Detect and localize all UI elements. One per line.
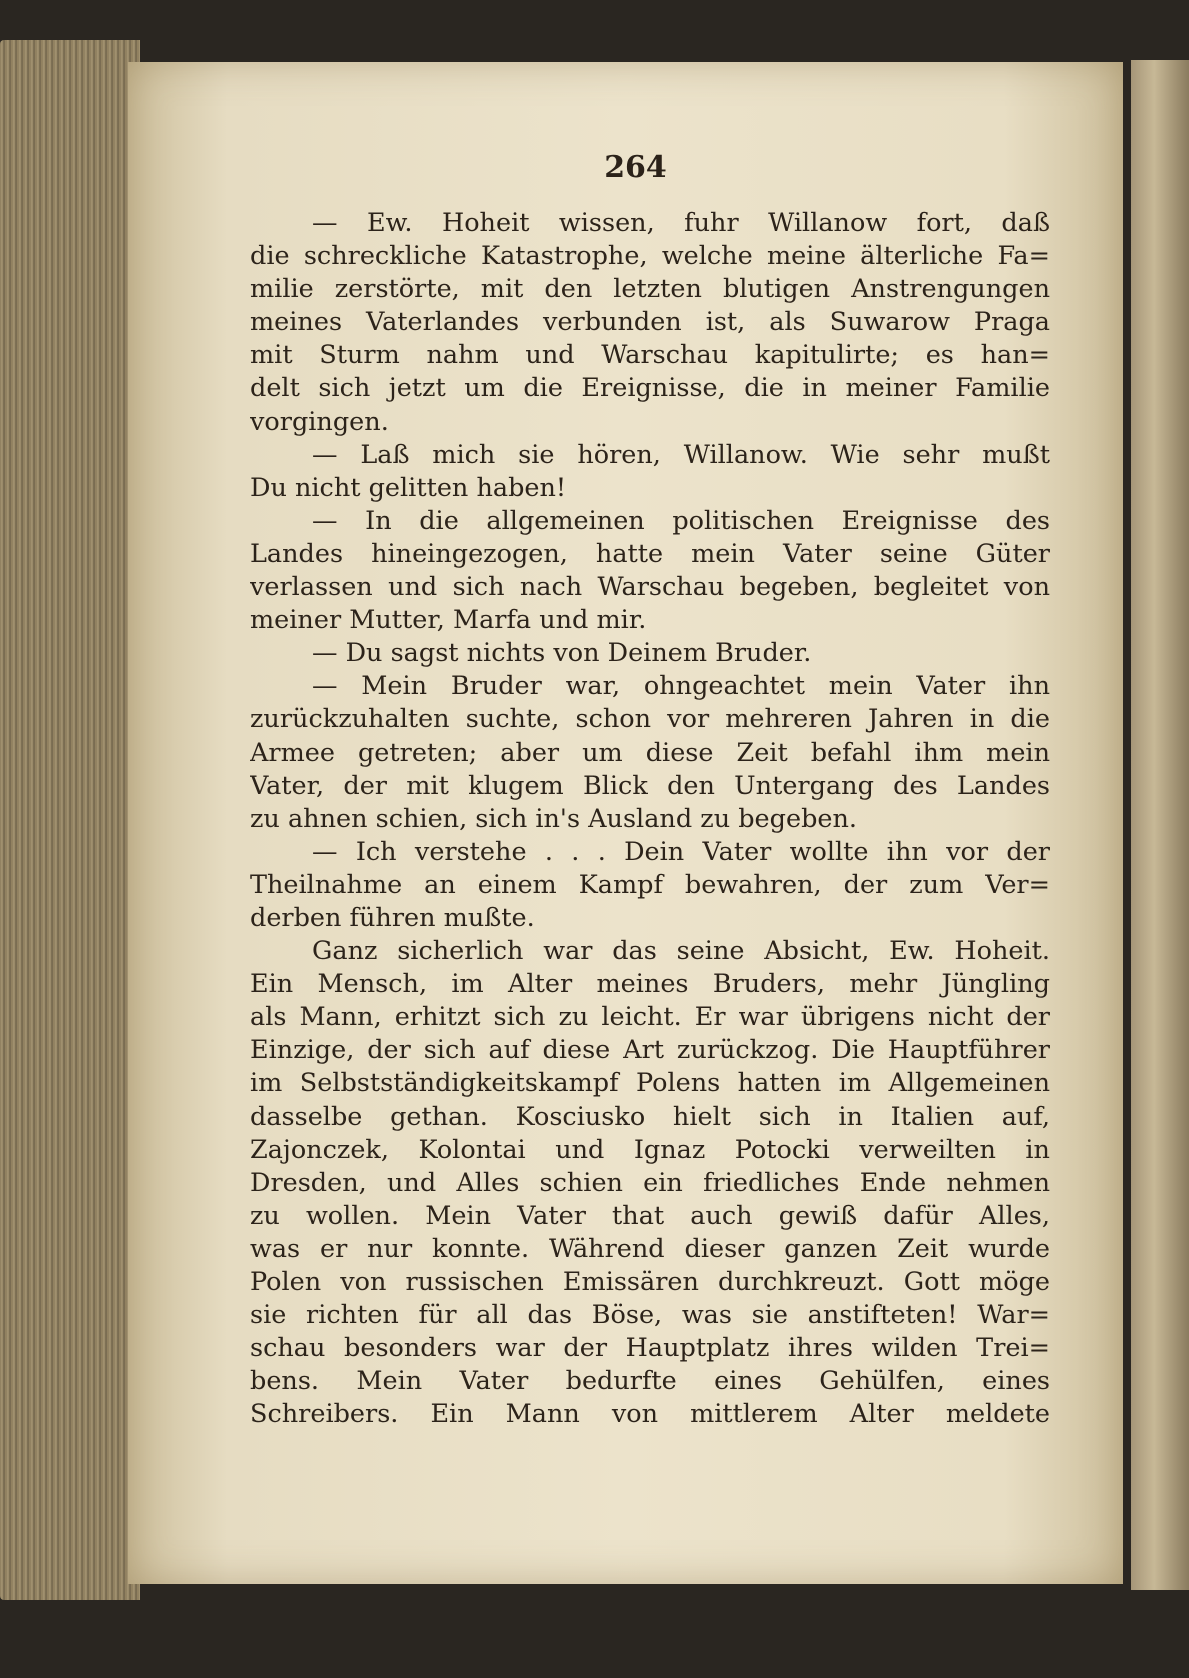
book-page: [128, 62, 1123, 1584]
text-line: meines Vaterlandes verbunden ist, als Suwarow Praga: [250, 307, 1050, 338]
text-line: — Ew. Hoheit wissen, fuhr Willanow fort, daß: [312, 208, 1050, 238]
text-line: zurückzuhalten suchte, schon vor mehreren Jahren in die: [250, 704, 1050, 735]
text-line: als Mann, erhitzt sich zu leicht. Er war übrigens nicht der: [250, 1002, 1050, 1033]
text-line: Dresden, und Alles schien ein friedliches Ende nehmen: [250, 1167, 1050, 1198]
page-edges: [0, 40, 140, 1600]
text-line: vorgingen.: [250, 406, 389, 437]
text-line: bens. Mein Vater bedurfte eines Gehülfen, eines: [250, 1366, 1050, 1397]
text-line: Ganz sicherlich war das seine Absicht, Ew. Hoheit.: [312, 936, 1050, 967]
text-line: Armee getreten; aber um diese Zeit befahl ihm mein: [250, 737, 1050, 768]
book-cover-edge: [1131, 60, 1189, 1590]
text-line: Du nicht gelitten haben!: [250, 472, 567, 503]
text-line: Vater, der mit klugem Blick den Untergang des Landes: [250, 770, 1050, 801]
text-line: verlassen und sich nach Warschau begeben, begleitet von: [250, 572, 1050, 603]
body-text: [250, 207, 1050, 1431]
text-line: zu ahnen schien, sich in's Ausland zu begeben.: [250, 803, 858, 834]
text-line: Einzige, der sich auf diese Art zurückzog. Die Hauptführer: [250, 1035, 1050, 1066]
text-line: sie richten für all das Böse, was sie anstifteten! War=: [250, 1300, 1050, 1331]
text-line: die schreckliche Katastrophe, welche meine älterliche Fa=: [250, 241, 1050, 272]
text-line: — Laß mich sie hören, Willanow. Wie sehr mußt: [312, 439, 1050, 470]
text-line: Ein Mensch, im Alter meines Bruders, mehr Jüngling: [250, 969, 1050, 1000]
text-line: meiner Mutter, Marfa und mir.: [250, 605, 647, 636]
text-line: delt sich jetzt um die Ereignisse, die in meiner Familie: [250, 373, 1050, 404]
page-number: 264: [604, 150, 667, 185]
text-line: was er nur konnte. Während dieser ganzen Zeit wurde: [250, 1233, 1050, 1264]
text-line: zu wollen. Mein Vater that auch gewiß dafür Alles,: [250, 1200, 1050, 1231]
text-line: Zajonczek, Kolontai und Ignaz Potocki verweilten in: [250, 1134, 1050, 1165]
text-line: mit Sturm nahm und Warschau kapitulirte; es han=: [250, 340, 1050, 371]
text-line: derben führen mußte.: [250, 902, 535, 933]
text-line: — In die allgemeinen politischen Ereignisse des: [312, 505, 1050, 536]
text-line: schau besonders war der Hauptplatz ihres wilden Trei=: [250, 1333, 1050, 1364]
text-line: — Ich verstehe . . . Dein Vater wollte ihn vor der: [312, 836, 1050, 867]
text-line: dasselbe gethan. Kosciusko hielt sich in Italien auf,: [250, 1101, 1050, 1132]
text-line: Schreibers. Ein Mann von mittlerem Alter meldete: [250, 1399, 1050, 1430]
text-line: — Mein Bruder war, ohngeachtet mein Vater ihn: [312, 671, 1050, 702]
text-line: milie zerstörte, mit den letzten blutigen Anstrengungen: [250, 274, 1050, 305]
text-line: Polen von russischen Emissären durchkreuzt. Gott möge: [250, 1267, 1050, 1297]
text-line: im Selbstständigkeitskampf Polens hatten im Allgemeinen: [250, 1068, 1050, 1099]
text-line: Theilnahme an einem Kampf bewahren, der zum Ver=: [250, 869, 1050, 900]
text-line: Landes hineingezogen, hatte mein Vater seine Güter: [250, 538, 1050, 569]
text-line: — Du sagst nichts von Deinem Bruder.: [312, 638, 812, 669]
